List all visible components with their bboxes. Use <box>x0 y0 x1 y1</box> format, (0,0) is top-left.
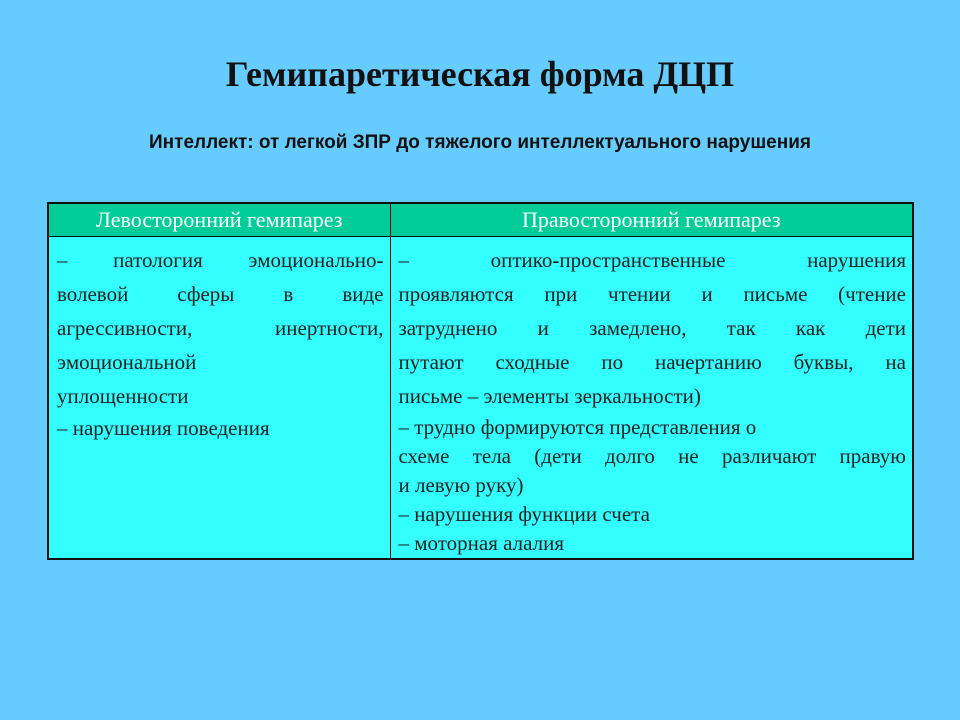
left-line: волевой сферы в виде <box>57 282 384 306</box>
left-line: агрессивности, инертности, <box>57 316 384 340</box>
table-row <box>48 237 913 560</box>
table-header-row <box>48 203 913 237</box>
right-line: письме – элементы зеркальности) <box>398 384 701 408</box>
cell-right-hemiparesis <box>390 237 913 560</box>
right-line: схеме тела (дети долго не различают правую <box>398 444 906 468</box>
left-line: – патология эмоционально- <box>57 248 384 272</box>
right-line: путают сходные по начертанию буквы, на <box>398 350 906 374</box>
slide-title: Гемипаретическая форма ДЦП <box>225 54 735 94</box>
right-line: – моторная алалия <box>398 531 564 555</box>
right-line: – трудно формируются представления о <box>398 415 757 439</box>
right-line: затруднено и замедлено, так как дети <box>398 316 906 340</box>
right-line: – оптико-пространственные нарушения <box>398 248 906 272</box>
cell-left-hemiparesis <box>48 237 390 560</box>
left-line: уплощенности <box>57 384 189 408</box>
slide-subtitle: Интеллект: от легкой ЗПР до тяжелого интеллектуального нарушения <box>149 132 811 153</box>
left-line: – нарушения поведения <box>57 416 270 440</box>
left-line: эмоциональной <box>57 350 197 374</box>
right-line: и левую руку) <box>398 473 524 497</box>
header-left-hemiparesis: Левосторонний гемипарез <box>48 203 390 237</box>
right-line: – нарушения функции счета <box>398 502 650 526</box>
right-line: проявляются при чтении и письме (чтение <box>398 282 906 306</box>
header-right-hemiparesis: Правосторонний гемипарез <box>390 203 913 237</box>
comparison-table <box>47 202 914 560</box>
